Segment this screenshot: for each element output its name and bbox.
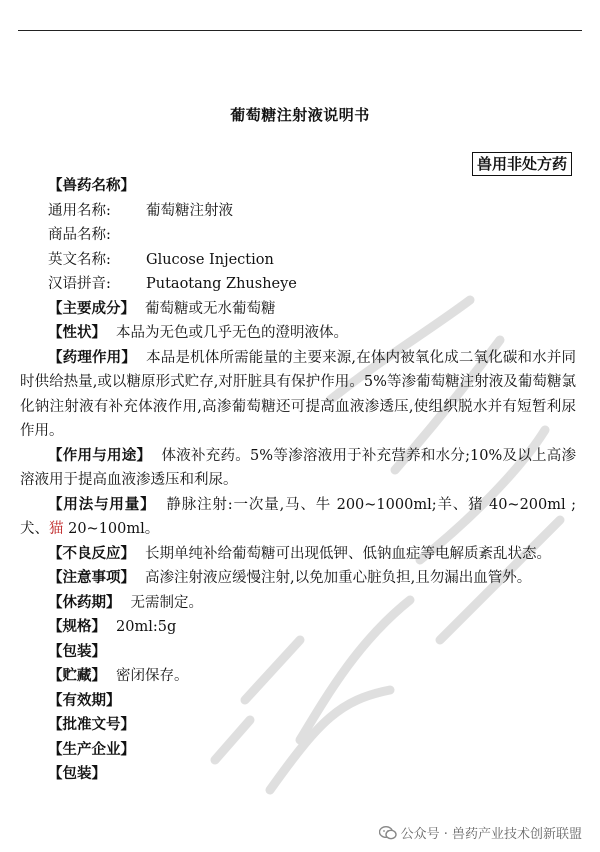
property-heading: 【性状】	[48, 325, 106, 341]
pinyin-label: 汉语拼音:	[48, 276, 111, 292]
section-dosage	[20, 493, 576, 542]
section-withdrawal	[48, 591, 576, 616]
english-name-value: Glucose Injection	[146, 251, 274, 268]
withdrawal-heading: 【休药期】	[48, 594, 121, 611]
section-ingredient	[48, 297, 576, 322]
ingredient-text: 葡萄糖或无水葡萄糖	[145, 300, 276, 317]
wechat-icon	[379, 826, 397, 840]
section-property	[48, 321, 576, 346]
storage-heading: 【贮藏】	[48, 668, 106, 684]
trade-name-row	[48, 223, 576, 248]
manufacturer-heading: 【生产企业】	[48, 741, 135, 758]
section-name	[48, 174, 576, 199]
section-caution	[20, 566, 576, 591]
dosage-text-a: 静脉注射:一次量,马、牛 200~1000ml;羊、猪 40~200ml ;犬、	[20, 496, 576, 537]
package-heading: 【包装】	[48, 643, 106, 660]
top-rule	[18, 30, 582, 31]
trade-name-label: 商品名称:	[48, 227, 111, 243]
caution-heading: 【注意事项】	[48, 570, 135, 586]
pharmacology-heading: 【药理作用】	[48, 349, 136, 366]
section-storage	[48, 664, 576, 689]
adverse-text: 长期单纯补给葡萄糖可出现低钾、低钠血症等电解质紊乱状态。	[145, 545, 551, 562]
dosage-heading: 【用法与用量】	[48, 496, 156, 513]
pharmacology-text: 本品是机体所需能量的主要来源,在体内被氧化成二氧化碳和水并同时供给热量,或以糖原形式贮存,对肝脏具有保护作用。5%等渗葡萄糖注射液及葡萄糖氯化钠注射液有补充体液作用,高渗葡萄糖还可提高血液渗透压,使组织脱水并有短暂利尿作用。	[20, 349, 576, 439]
adverse-heading: 【不良反应】	[48, 545, 135, 562]
general-name-label: 通用名称:	[48, 202, 111, 219]
category-badge: 兽用非处方药	[472, 152, 572, 176]
spec-text: 20ml:5g	[116, 619, 177, 635]
english-name-label: 英文名称:	[48, 251, 111, 268]
pinyin-row	[48, 272, 576, 297]
section-spec	[48, 615, 576, 640]
caution-text: 高渗注射液应缓慢注射,以免加重心脏负担,且勿漏出血管外。	[145, 570, 532, 586]
section-adverse	[20, 542, 576, 567]
section-validity	[48, 689, 576, 714]
name-heading: 【兽药名称】	[48, 178, 135, 194]
general-name-row	[48, 199, 576, 224]
ingredient-heading: 【主要成分】	[48, 300, 135, 317]
english-name-row	[48, 248, 576, 273]
section-pharmacology	[20, 346, 576, 444]
pinyin-value: Putaotang Zhusheye	[146, 276, 297, 292]
withdrawal-text: 无需制定。	[130, 594, 203, 611]
validity-heading: 【有效期】	[48, 692, 121, 709]
property-text: 本品为无色或几乎无色的澄明液体。	[116, 325, 348, 341]
spec-heading: 【规格】	[48, 619, 106, 635]
section-manufacturer	[48, 738, 576, 763]
footer-watermark	[379, 823, 582, 842]
section-approval	[48, 713, 576, 738]
dosage-text-cat: 猫	[49, 521, 64, 537]
general-name-value: 葡萄糖注射液	[146, 202, 233, 219]
usage-text: 体液补充药。5%等渗溶液用于补充营养和水分;10%及以上高渗溶液用于提高血液渗透压和利尿。	[20, 447, 576, 488]
section-package-2	[48, 762, 576, 787]
approval-heading: 【批准文号】	[48, 717, 135, 733]
footer-text: 公众号 · 兽药产业技术创新联盟	[400, 827, 582, 842]
section-package	[48, 640, 576, 665]
package2-heading: 【包装】	[48, 766, 106, 782]
document-body	[20, 174, 576, 787]
storage-text: 密闭保存。	[116, 668, 189, 684]
section-usage	[20, 444, 576, 493]
usage-heading: 【作用与用途】	[48, 447, 152, 464]
document-title: 葡萄糖注射液说明书	[230, 106, 370, 124]
dosage-text-b: 20~100ml。	[63, 521, 160, 537]
